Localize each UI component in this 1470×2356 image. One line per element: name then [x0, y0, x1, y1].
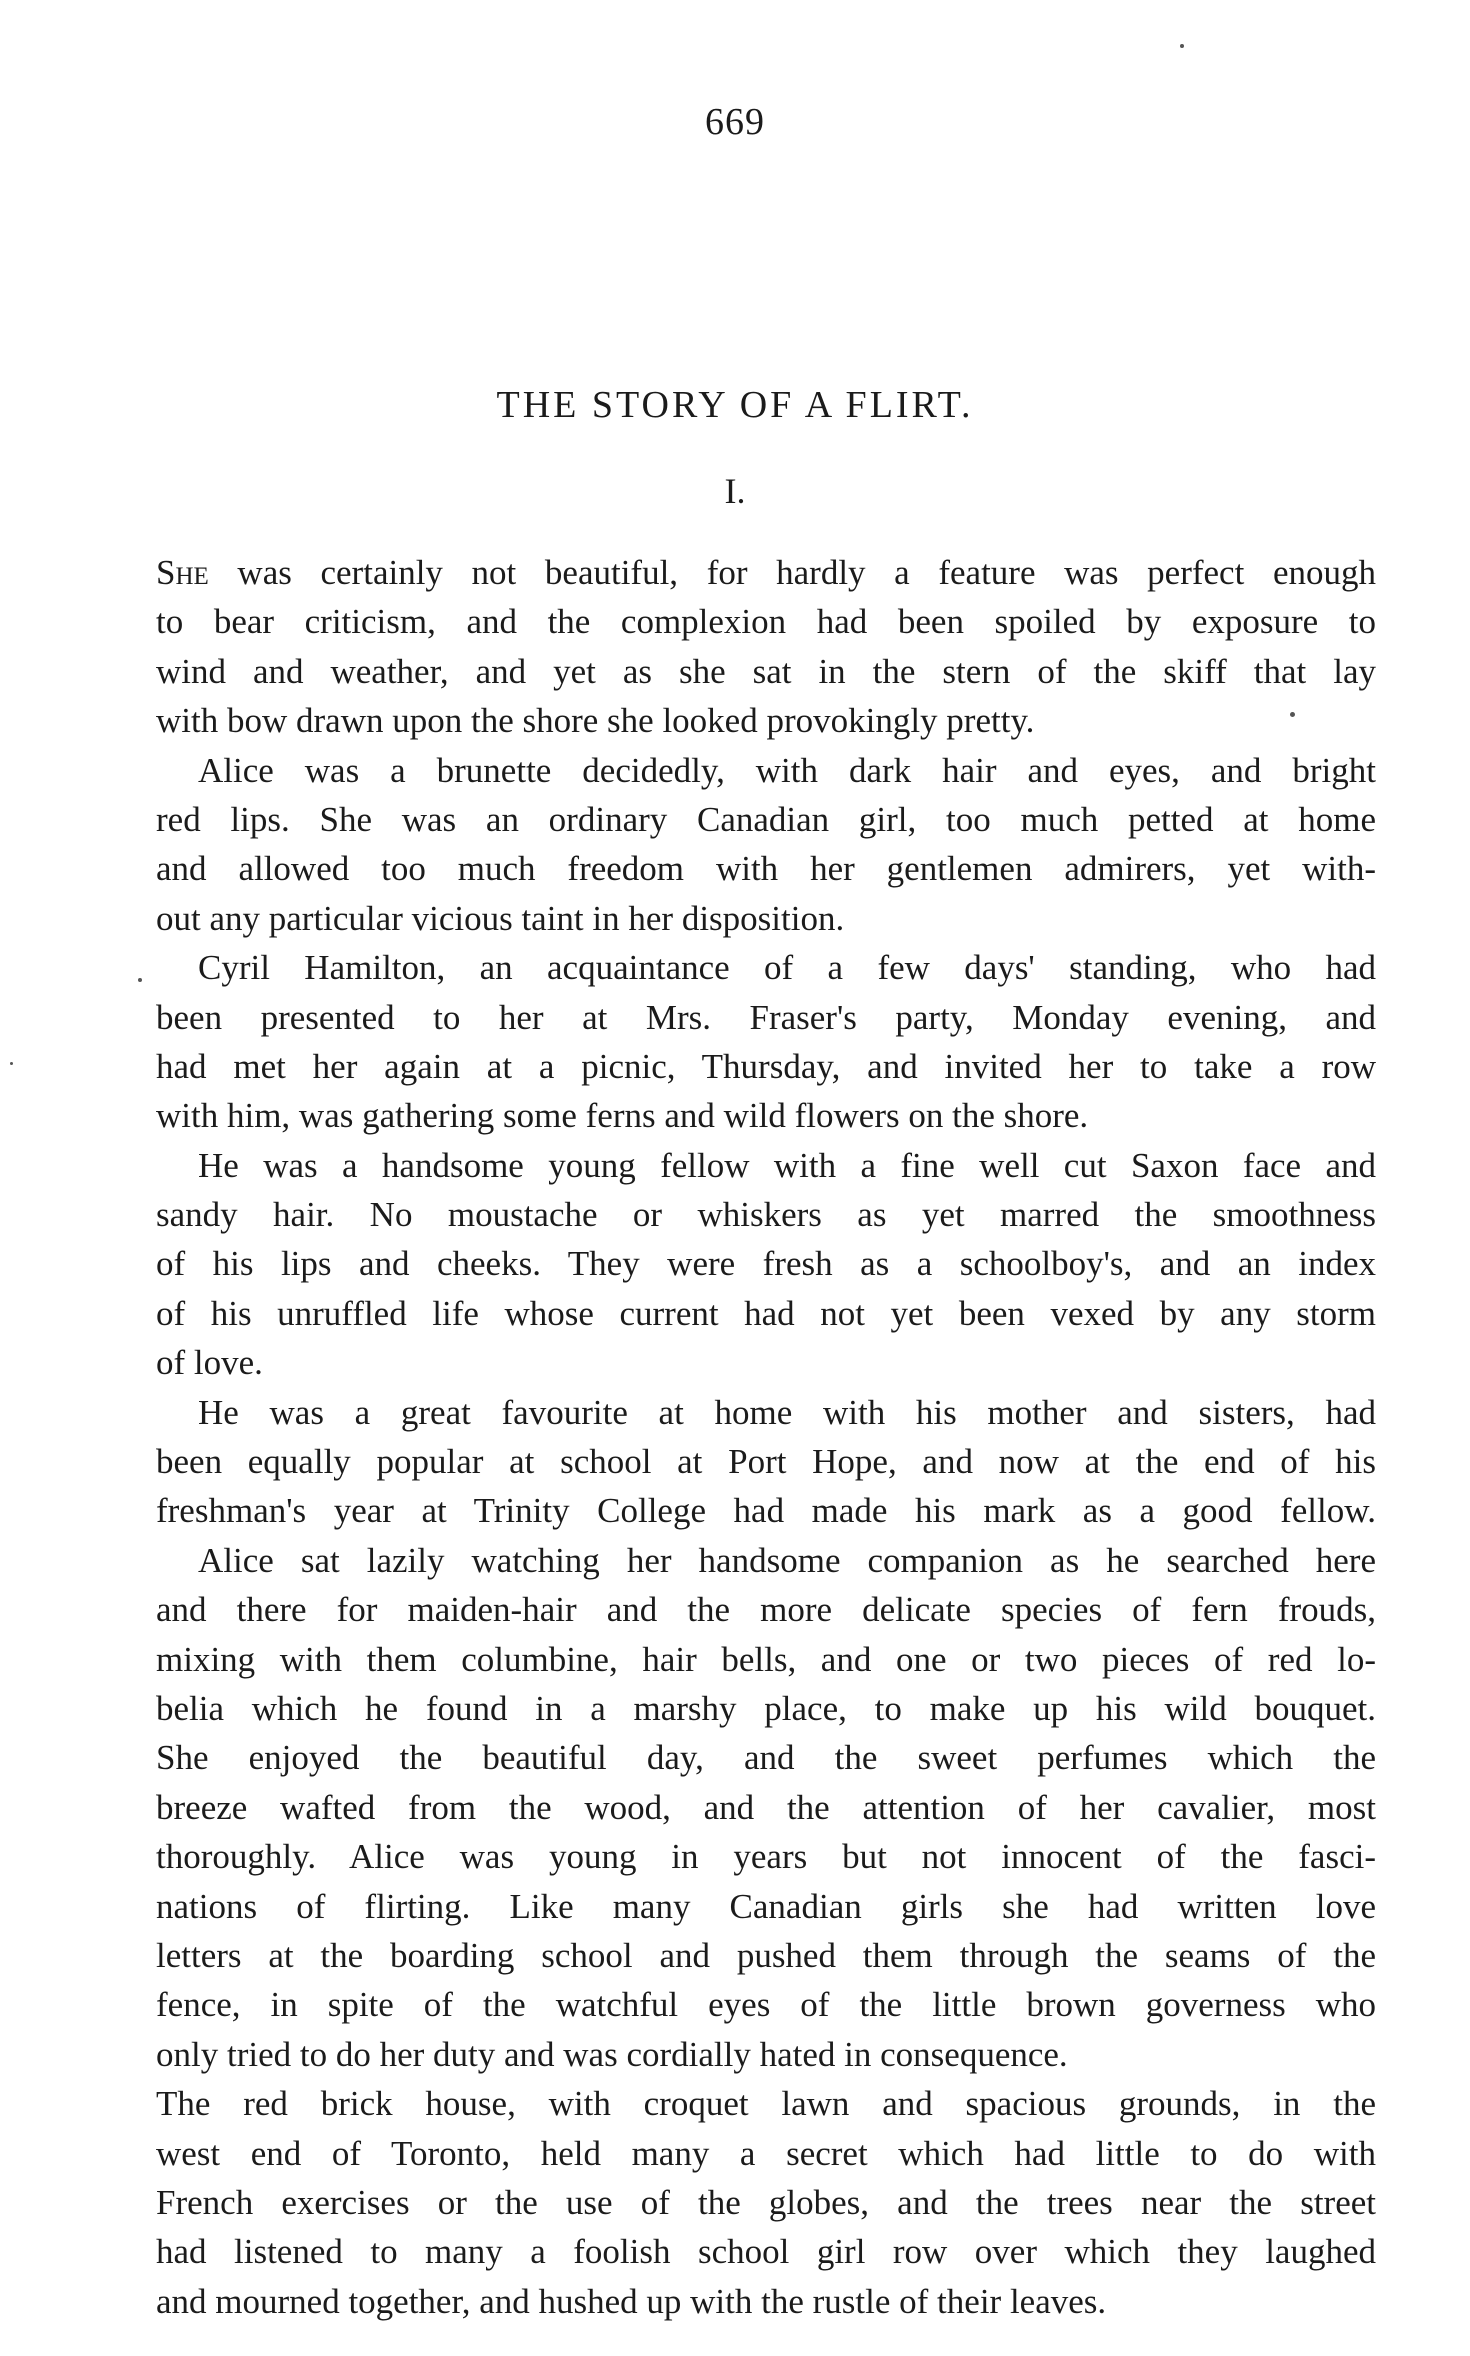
text-line: thoroughly. Alice was young in years but not innocent of the fasci-: [156, 1837, 1376, 1877]
text-line: mixing with them columbine, hair bells, and one or two pieces of red lo-: [156, 1639, 1376, 1679]
text-line: and mourned together, and hushed up with the rustle of their leaves.: [156, 2281, 1107, 2321]
text-line: She enjoyed the beautiful day, and the sweet perfumes which the: [156, 1738, 1376, 1778]
text-line: to bear criticism, and the complexion had been spoiled by exposure to: [156, 602, 1376, 642]
text-line: and allowed too much freedom with her gentlemen admirers, yet with-: [156, 849, 1376, 889]
text-line: with him, was gathering some ferns and wild flowers on the shore.: [156, 1096, 1089, 1136]
text-line: been presented to her at Mrs. Fraser's party, Monday evening, and: [156, 997, 1376, 1037]
text-line: of his lips and cheeks. They were fresh as a schoolboy's, and an index: [156, 1244, 1376, 1284]
text-line: red lips. She was an ordinary Canadian girl, too much petted at home: [156, 799, 1376, 839]
line-text: was certainly not beautiful, for hardly a feature was perfect enough: [208, 553, 1376, 592]
text-line: freshman's year at Trinity College had made his mark as a good fellow.: [156, 1491, 1376, 1531]
section-number: I.: [724, 471, 746, 511]
text-line: Alice sat lazily watching her handsome companion as he searched here: [198, 1540, 1376, 1580]
scan-speck: [1290, 712, 1295, 717]
chapter-title: THE STORY OF A FLIRT.: [496, 384, 974, 426]
text-line: belia which he found in a marshy place, to make up his wild bouquet.: [156, 1688, 1376, 1728]
text-line: been equally popular at school at Port Hope, and now at the end of his: [156, 1442, 1376, 1482]
text-line: with bow drawn upon the shore she looked provokingly pretty.: [156, 701, 1035, 741]
text-line: Cyril Hamilton, an acquaintance of a few days' standing, who had: [198, 948, 1376, 988]
body-text: [156, 548, 1376, 2326]
text-line: breeze wafted from the wood, and the attention of her cavalier, most: [156, 1787, 1376, 1827]
text-line: had listened to many a foolish school girl row over which they laughed: [156, 2232, 1376, 2272]
text-line: west end of Toronto, held many a secret which had little to do with: [156, 2133, 1376, 2173]
text-line: nations of flirting. Like many Canadian girls she had written love: [156, 1886, 1376, 1926]
text-line: [156, 548, 1376, 597]
text-line: out any particular vicious taint in her disposition.: [156, 898, 845, 938]
text-line: He was a great favourite at home with his mother and sisters, had: [198, 1392, 1376, 1432]
scan-speck: [10, 1062, 13, 1065]
page-number: 669: [705, 101, 765, 143]
text-line: wind and weather, and yet as she sat in the stern of the skiff that lay: [156, 651, 1376, 691]
text-line: fence, in spite of the watchful eyes of the little brown governess who: [156, 1985, 1376, 2025]
first-word: She: [156, 553, 209, 592]
text-line: of his unruffled life whose current had not yet been vexed by any storm: [156, 1293, 1376, 1333]
text-line: The red brick house, with croquet lawn and spacious grounds, in the: [156, 2084, 1376, 2124]
scan-speck: [138, 978, 142, 982]
text-line: letters at the boarding school and pushed them through the seams of the: [156, 1935, 1376, 1975]
text-line: and there for maiden-hair and the more delicate species of fern frouds,: [156, 1590, 1376, 1630]
text-line: of love.: [156, 1343, 263, 1383]
scan-speck: [1180, 44, 1184, 48]
text-line: French exercises or the use of the globes, and the trees near the street: [156, 2182, 1376, 2222]
text-line: only tried to do her duty and was cordially hated in consequence.: [156, 2034, 1068, 2074]
text-line: sandy hair. No moustache or whiskers as yet marred the smoothness: [156, 1195, 1376, 1235]
text-line: He was a handsome young fellow with a fine well cut Saxon face and: [198, 1145, 1376, 1185]
text-line: Alice was a brunette decidedly, with dark hair and eyes, and bright: [198, 750, 1376, 790]
text-line: had met her again at a picnic, Thursday, and invited her to take a row: [156, 1046, 1376, 1086]
